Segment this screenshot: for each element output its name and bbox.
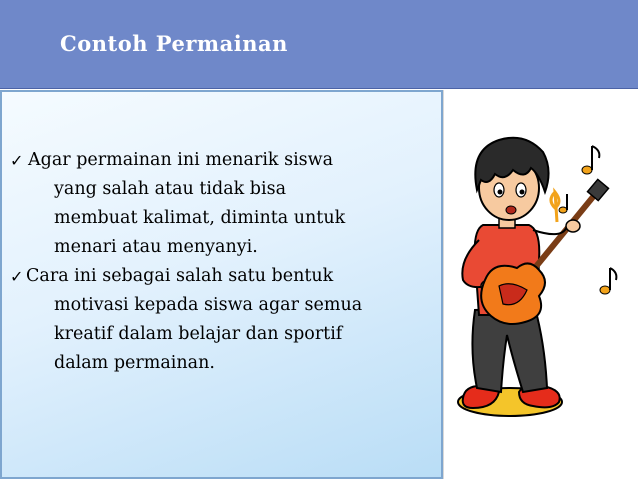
slide-title: Contoh Permainan <box>60 31 288 56</box>
bullet-list <box>10 146 440 378</box>
bullet-line: Agar permainan ini menarik siswa <box>28 150 334 170</box>
bullet-line: dalam permainan. <box>54 353 215 373</box>
bullet-line: Cara ini sebagai salah satu bentuk <box>26 266 334 286</box>
title-bar <box>0 0 638 89</box>
bullet-line: motivasi kepada siswa agar semua <box>54 295 363 315</box>
check-icon: ✓ <box>10 267 24 286</box>
bullet-line: kreatif dalam belajar dan sportif <box>54 324 343 344</box>
check-icon: ✓ <box>10 151 24 170</box>
bullet-item <box>10 146 440 262</box>
bullet-item <box>10 262 440 378</box>
text-panel <box>0 90 443 479</box>
bullet-line: yang salah atau tidak bisa <box>54 179 287 199</box>
bullet-line: menari atau menyanyi. <box>54 237 258 257</box>
bullet-line: membuat kalimat, diminta untuk <box>54 208 346 228</box>
boy-guitar-illustration <box>455 130 620 430</box>
